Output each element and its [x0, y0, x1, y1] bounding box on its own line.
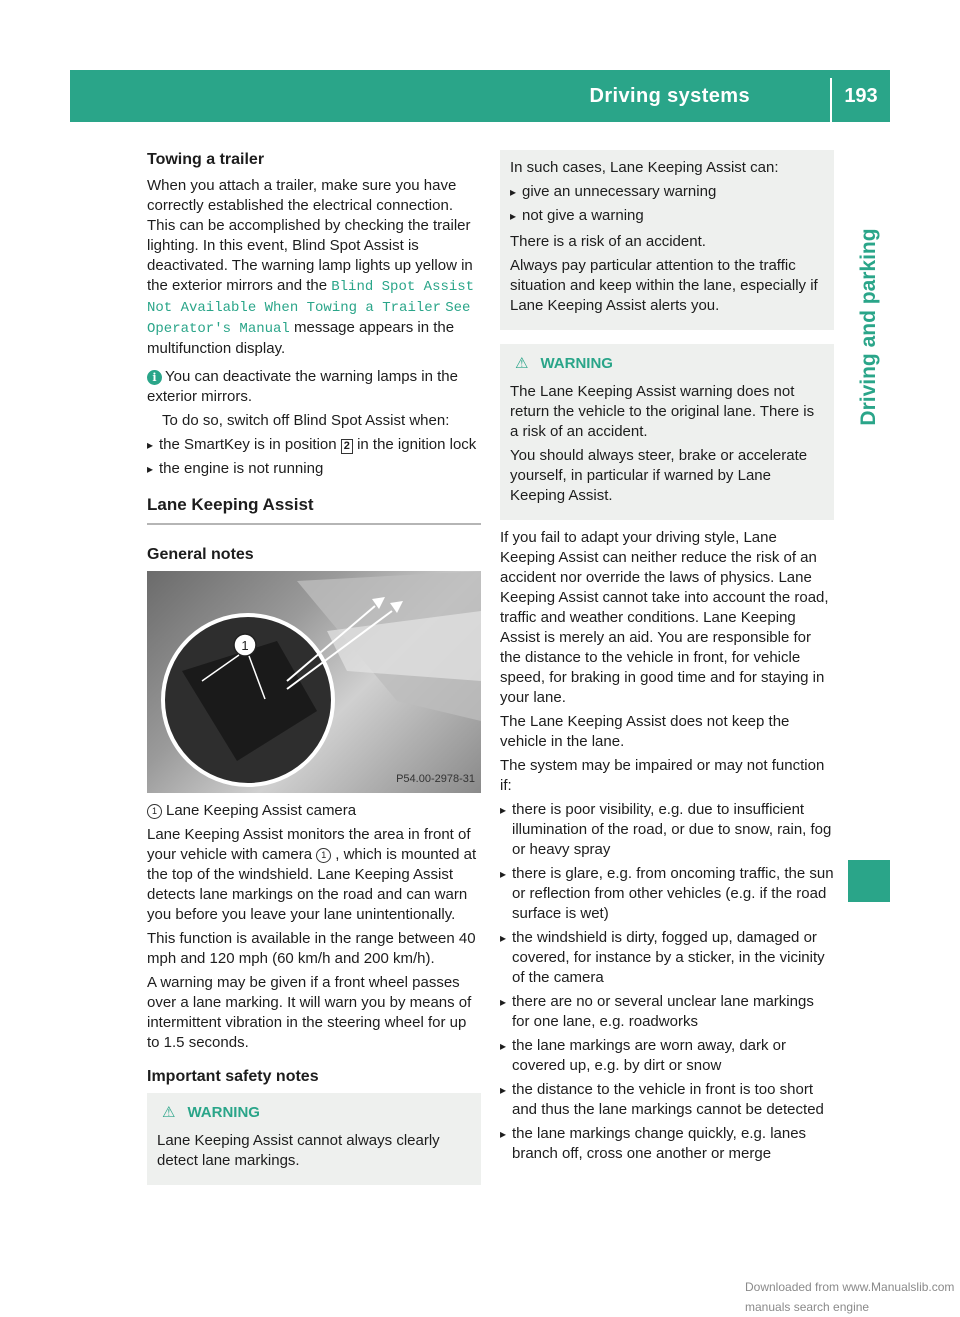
figure-code: P54.00-2978-31: [396, 773, 475, 785]
adapt-paragraph: If you fail to adapt your driving style, Lane Keeping Assist can neither reduce the risk of an accident nor override the laws of physics. Lane Keeping Assist cannot take into account the road, traffic and weather conditions. Lane Keeping Assist is merely an aid. You are responsible for the distance to the vehicle in front, for vehicle speed, for braking in good time and for staying in your lane.: [500, 529, 829, 706]
footer-link[interactable]: Downloaded from www.Manualslib.com manuals search engine: [745, 1280, 955, 1314]
bullet-text-end: in the ignition lock: [357, 436, 477, 453]
info-note-line: [147, 367, 481, 407]
list-item: ▸ the lane markings are worn away, dark or covered up, e.g. by dirt or snow: [500, 1036, 834, 1076]
towing-paragraph: [147, 176, 481, 359]
box-list: [510, 182, 824, 226]
monitor-text: Lane Keeping Assist monitors the area in front of your vehicle with camera: [147, 826, 471, 863]
callout-marker: 1: [316, 848, 331, 863]
safety-notes-heading: Important safety notes: [147, 1068, 319, 1085]
vibration-paragraph: A warning may be given if a front wheel passes over a lane marking. It will warn you by means of intermittent vibration in the steering wheel for up to 1.5 seconds.: [147, 974, 472, 1051]
warning-continuation-box: [500, 150, 834, 330]
camera-illustration: [147, 571, 481, 793]
info-note: [147, 367, 481, 479]
warning-box: [147, 1093, 481, 1185]
box-intro: In such cases, Lane Keeping Assist can:: [510, 159, 779, 176]
warning-triangle-icon: ⚠: [162, 1104, 176, 1121]
advice-text: Always pay particular attention to the traffic situation and keep within the lane, especially if Lane Keeping Assist alerts you.: [510, 257, 818, 314]
warning-text: The Lane Keeping Assist warning does not return the vehicle to the original lane. There is a risk of an accident.: [510, 383, 815, 440]
camera-figure: [147, 571, 481, 793]
list-item: ▸ there are no or several unclear lane markings for one lane, e.g. roadworks: [500, 992, 834, 1032]
impaired-paragraph: The system may be impaired or may not function if:: [500, 757, 825, 794]
section-title: Driving systems: [589, 85, 750, 107]
warning-box: [500, 344, 834, 520]
info-note-list: [147, 435, 481, 479]
list-item: [147, 435, 481, 455]
info-icon: i: [147, 370, 162, 385]
lane-keeping-heading: Lane Keeping Assist: [147, 495, 481, 525]
page-number: 193: [844, 85, 878, 107]
conditions-list: [500, 800, 834, 1164]
warning-label: WARNING: [187, 1104, 260, 1121]
not-keep-paragraph: The Lane Keeping Assist does not keep the vehicle in the lane.: [500, 713, 790, 750]
warning-text-2: You should always steer, brake or accelerate yourself, in particular if warned by Lane Keeping Assist.: [510, 447, 808, 504]
left-column: [147, 150, 481, 1193]
callout-marker: 1: [147, 804, 162, 819]
warning-text: Lane Keeping Assist cannot always clearly detect lane markings.: [157, 1132, 440, 1169]
towing-text-end: message appears in the multifunction display.: [147, 319, 455, 357]
key-position-badge: 2: [341, 439, 353, 454]
warning-triangle-icon: ⚠: [515, 355, 529, 372]
chapter-label: Driving and parking: [857, 228, 880, 426]
monitor-paragraph: [147, 825, 481, 925]
display-message-line-1: Blind Spot Assist: [331, 279, 475, 295]
header-bar: [70, 70, 890, 122]
list-item: ▸ the windshield is dirty, fogged up, damaged or covered, for instance by a sticker, in the vicinity of the camera: [500, 928, 834, 988]
list-item: ▸ there is poor visibility, e.g. due to insufficient illumination of the road, or due to snow, rain, fog or heavy spray: [500, 800, 834, 860]
list-item: ▸ there is glare, e.g. from oncoming traffic, the sun or reflection from other vehicles (e.g. if the road surface is wet): [500, 864, 834, 924]
list-item: ▸ not give a warning: [510, 206, 824, 226]
general-notes-heading: General notes: [147, 546, 254, 563]
info-note-text: You can deactivate the warning lamps in the exterior mirrors.: [147, 368, 458, 405]
bullet-text: the SmartKey is in position: [159, 436, 337, 453]
display-message-line-2: Not Available When Towing a Trailer: [147, 300, 442, 316]
info-note-text-2: To do so, switch off Blind Spot Assist when:: [162, 412, 450, 429]
list-item: ▸ give an unnecessary warning: [510, 182, 824, 202]
display-message-line-3: See Operator's Manual: [147, 300, 471, 337]
figure-callout: 1: [241, 638, 249, 653]
chapter-side-tab: [848, 122, 890, 532]
monitor-text-end: , which is mounted at the top of the windshield. Lane Keeping Assist detects lane markings on the road and can warn you before you leave your lane unintentionally.: [147, 846, 477, 923]
list-item: ▸ the engine is not running: [147, 459, 481, 479]
list-item: ▸ the distance to the vehicle in front is too short and thus the lane markings cannot be detected: [500, 1080, 834, 1120]
right-column: [500, 150, 834, 1170]
warning-title: [510, 354, 824, 374]
risk-text: There is a risk of an accident.: [510, 233, 706, 250]
warning-title: [157, 1103, 471, 1123]
figure-caption: [147, 801, 481, 821]
towing-text: When you attach a trailer, make sure you have correctly established the electrical connection. This can be accomplished by checking the trailer lighting. In this event, Blind Spot Assist is deactivated. The warning lamp lights up yellow in the exterior mirrors and the: [147, 177, 473, 294]
list-item: ▸ the lane markings change quickly, e.g. lanes branch off, cross one another or merge: [500, 1124, 834, 1164]
warning-label: WARNING: [540, 355, 613, 372]
chapter-marker: [848, 860, 890, 902]
range-paragraph: This function is available in the range between 40 mph and 120 mph (60 km/h and 200 km/h).: [147, 930, 476, 967]
towing-heading: Towing a trailer: [147, 151, 265, 168]
caption-text: Lane Keeping Assist camera: [166, 802, 357, 819]
